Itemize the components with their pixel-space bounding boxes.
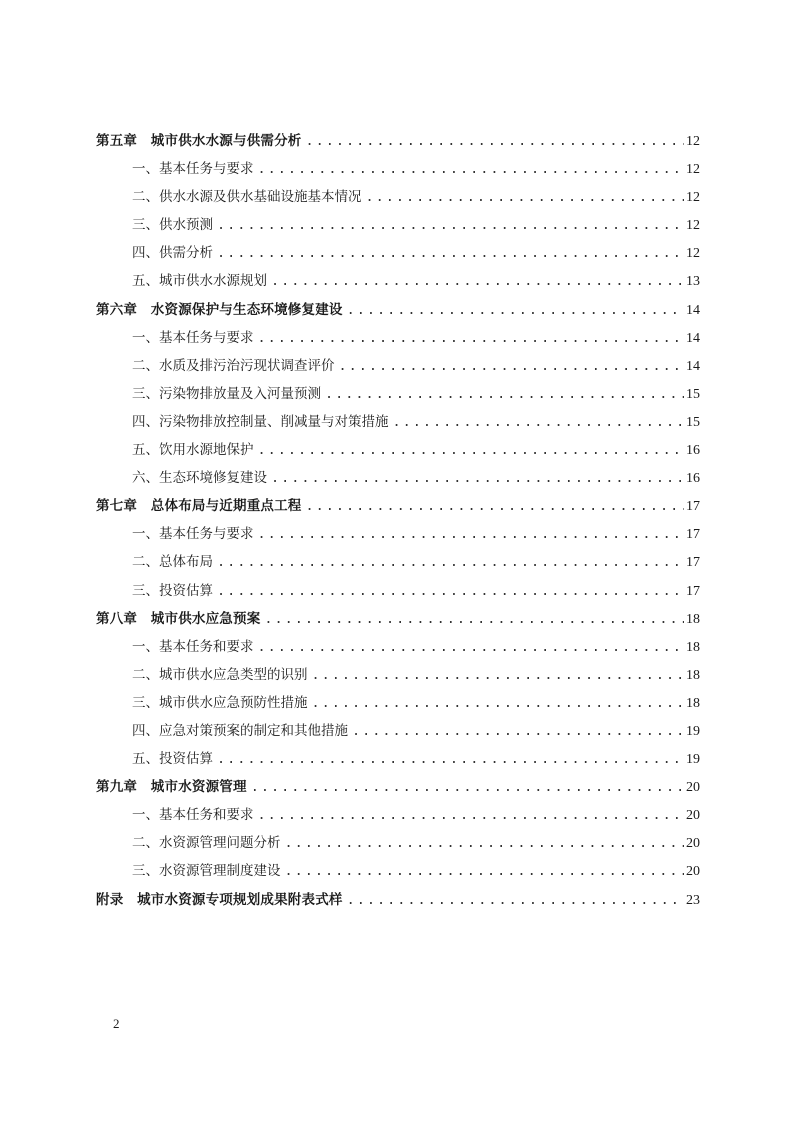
toc-section-entry[interactable] — [96, 857, 700, 885]
toc-section-entry[interactable] — [96, 267, 700, 295]
dot-leader — [366, 183, 685, 211]
dot-leader — [217, 745, 684, 773]
toc-entry-page: 17 — [686, 499, 700, 515]
toc-section-entry[interactable] — [96, 464, 700, 492]
toc-section-entry[interactable] — [96, 211, 700, 239]
dot-leader — [285, 829, 685, 857]
dot-leader — [258, 633, 685, 661]
toc-entry-page: 12 — [686, 162, 700, 178]
dot-leader — [258, 436, 685, 464]
toc-entry-title: 一、基本任务与要求 — [132, 161, 254, 178]
toc-section-entry[interactable] — [96, 829, 700, 857]
toc-entry-page: 14 — [686, 358, 700, 374]
toc-section-entry[interactable] — [96, 520, 700, 548]
dot-leader — [258, 324, 685, 352]
toc-section-entry[interactable] — [96, 661, 700, 689]
dot-leader — [325, 380, 684, 408]
toc-entry-title: 二、总体布局 — [132, 554, 213, 571]
toc-entry-page: 14 — [686, 302, 700, 318]
toc-entry-title: 第七章 总体布局与近期重点工程 — [96, 498, 302, 515]
dot-leader — [271, 267, 684, 295]
toc-entry-page: 15 — [686, 386, 700, 402]
toc-section-entry[interactable] — [96, 239, 700, 267]
dot-leader — [347, 296, 684, 324]
toc-section-entry[interactable] — [96, 745, 700, 773]
toc-entry-page: 12 — [686, 246, 700, 262]
dot-leader — [312, 661, 685, 689]
toc-entry-title: 第八章 城市供水应急预案 — [96, 610, 261, 627]
toc-entry-page: 18 — [686, 611, 700, 627]
toc-entry-title: 二、水质及排污治污现状调查评价 — [132, 357, 335, 374]
toc-entry-page: 16 — [686, 471, 700, 487]
toc-chapter-entry[interactable] — [96, 886, 700, 914]
toc-entry-page: 18 — [686, 695, 700, 711]
toc-entry-page: 12 — [686, 134, 700, 149]
dot-leader — [251, 773, 684, 801]
toc-entry-title: 三、供水预测 — [132, 217, 213, 234]
toc-entry-title: 二、供水水源及供水基础设施基本情况 — [132, 189, 362, 206]
toc-entry-title: 三、污染物排放量及入河量预测 — [132, 385, 321, 402]
toc-section-entry[interactable] — [96, 380, 700, 408]
toc-entry-title: 二、城市供水应急类型的识别 — [132, 666, 308, 683]
dot-leader — [347, 886, 684, 914]
toc-entry-page: 17 — [686, 583, 700, 599]
toc-entry-page: 18 — [686, 639, 700, 655]
dot-leader — [258, 155, 685, 183]
toc-entry-page: 12 — [686, 190, 700, 206]
toc-entry-page: 13 — [686, 274, 700, 290]
toc-entry-title: 二、水资源管理问题分析 — [132, 835, 281, 852]
toc-entry-title: 三、投资估算 — [132, 582, 213, 599]
toc-entry-page: 20 — [686, 808, 700, 824]
toc-section-entry[interactable] — [96, 801, 700, 829]
toc-entry-page: 20 — [686, 836, 700, 852]
dot-leader — [217, 548, 684, 576]
dot-leader — [306, 127, 685, 155]
dot-leader — [312, 689, 685, 717]
dot-leader — [271, 464, 684, 492]
toc-entry-page: 17 — [686, 527, 700, 543]
dot-leader — [339, 352, 685, 380]
toc-entry-page: 20 — [686, 864, 700, 880]
toc-section-entry[interactable] — [96, 183, 700, 211]
toc-entry-page: 15 — [686, 414, 700, 430]
toc-section-entry[interactable] — [96, 548, 700, 576]
toc-section-entry[interactable] — [96, 633, 700, 661]
dot-leader — [258, 801, 685, 829]
dot-leader — [258, 520, 685, 548]
toc-section-entry[interactable] — [96, 155, 700, 183]
toc-entry-title: 三、城市供水应急预防性措施 — [132, 694, 308, 711]
toc-entry-title: 五、投资估算 — [132, 751, 213, 768]
page-number: 2 — [113, 1016, 120, 1031]
toc-entry-page: 16 — [686, 443, 700, 459]
dot-leader — [393, 408, 685, 436]
toc-entry-title: 三、水资源管理制度建设 — [132, 863, 281, 880]
toc-entry-page: 23 — [686, 892, 700, 908]
toc-entry-title: 四、供需分析 — [132, 245, 213, 262]
toc-entry-page: 19 — [686, 723, 700, 739]
dot-leader — [306, 492, 685, 520]
toc-section-entry[interactable] — [96, 408, 700, 436]
toc-entry-title: 五、饮用水源地保护 — [132, 442, 254, 459]
toc-entry-page: 19 — [686, 752, 700, 768]
toc-entry-page: 12 — [686, 218, 700, 234]
dot-leader — [352, 717, 684, 745]
toc-chapter-entry[interactable] — [96, 773, 700, 801]
toc-entry-title: 第九章 城市水资源管理 — [96, 779, 247, 796]
toc-entry-title: 第六章 水资源保护与生态环境修复建设 — [96, 301, 343, 318]
dot-leader — [217, 211, 684, 239]
dot-leader — [285, 857, 685, 885]
toc-entry-title: 六、生态环境修复建设 — [132, 470, 267, 487]
toc-chapter-entry[interactable] — [96, 492, 700, 520]
toc-entry-title: 五、城市供水水源规划 — [132, 273, 267, 290]
dot-leader — [264, 605, 684, 633]
toc-entry-title: 一、基本任务与要求 — [132, 329, 254, 346]
toc-section-entry[interactable] — [96, 717, 700, 745]
toc-section-entry[interactable] — [96, 577, 700, 605]
toc-entry-title: 第五章 城市供水水源与供需分析 — [96, 133, 302, 149]
toc-entry-page: 20 — [686, 780, 700, 796]
toc-entry-title: 一、基本任务和要求 — [132, 807, 254, 824]
toc-section-entry[interactable] — [96, 352, 700, 380]
toc-entry-title: 一、基本任务和要求 — [132, 638, 254, 655]
toc-entry-title: 四、应急对策预案的制定和其他措施 — [132, 722, 348, 739]
dot-leader — [217, 577, 684, 605]
toc-entry-title: 四、污染物排放控制量、削减量与对策措施 — [132, 413, 389, 430]
toc-section-entry[interactable] — [96, 324, 700, 352]
toc-entry-page: 17 — [686, 555, 700, 571]
toc-entry-page: 18 — [686, 667, 700, 683]
toc-entry-title: 一、基本任务与要求 — [132, 526, 254, 543]
toc-chapter-entry[interactable] — [96, 296, 700, 324]
toc-section-entry[interactable] — [96, 436, 700, 464]
toc-chapter-entry[interactable] — [96, 127, 700, 155]
dot-leader — [217, 239, 684, 267]
toc-chapter-entry[interactable] — [96, 605, 700, 633]
toc-entry-title: 附录 城市水资源专项规划成果附表式样 — [96, 891, 343, 908]
toc-entry-page: 14 — [686, 330, 700, 346]
table-of-contents — [96, 127, 700, 914]
toc-section-entry[interactable] — [96, 689, 700, 717]
